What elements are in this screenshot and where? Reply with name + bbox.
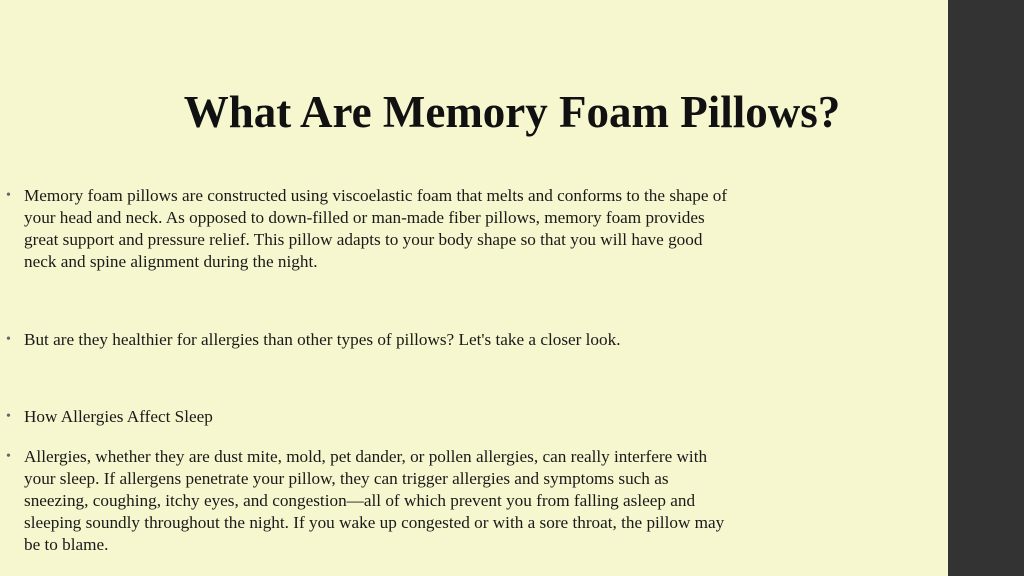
bullet-dot-icon: • <box>6 449 11 464</box>
bullet-text-line: neck and spine alignment during the night. <box>24 252 318 271</box>
bullet-dot-icon: • <box>6 332 11 347</box>
bullet-text-line: great support and pressure relief. This pillow adapts to your body shape so that you will have good <box>24 230 703 249</box>
bullet-dot-icon: • <box>6 409 11 424</box>
bullet-text-line: your head and neck. As opposed to down-filled or man-made fiber pillows, memory foam provides <box>24 208 705 227</box>
bullet-text-line: How Allergies Affect Sleep <box>24 407 213 426</box>
bullet-text-line: sneezing, coughing, itchy eyes, and congestion—all of which prevent you from falling asleep and <box>24 491 696 510</box>
bullet-text-line: your sleep. If allergens penetrate your pillow, they can trigger allergies and symptoms such as <box>24 469 669 488</box>
right-sidebar-bar <box>948 0 1024 576</box>
bullet-text-line: sleeping soundly throughout the night. If you wake up congested or with a sore throat, the pillow may <box>24 513 725 532</box>
bullet-text-line: be to blame. <box>24 535 109 554</box>
slide-title: What Are Memory Foam Pillows? <box>183 87 841 137</box>
bullet-text-line: But are they healthier for allergies than other types of pillows? Let's take a closer look. <box>24 330 621 349</box>
bullet-dot-icon: • <box>6 188 11 203</box>
bullet-text-line: Memory foam pillows are constructed using viscoelastic foam that melts and conforms to the shape of <box>24 186 728 205</box>
bullet-text-line: Allergies, whether they are dust mite, mold, pet dander, or pollen allergies, can really interfere with <box>24 447 708 466</box>
